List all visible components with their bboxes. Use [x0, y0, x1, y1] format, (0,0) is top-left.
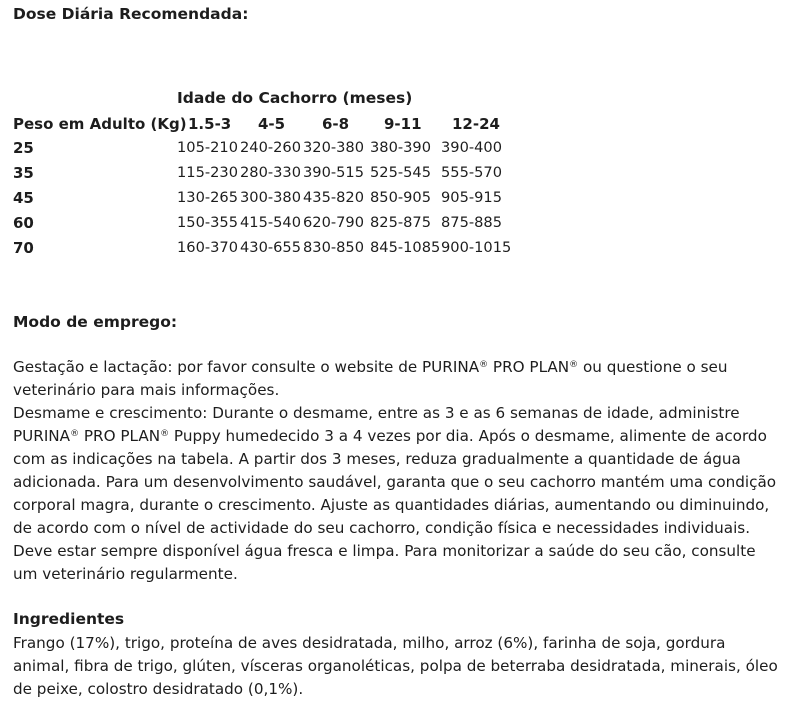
table-row — [0, 164, 800, 188]
value-cell: 390-400 — [441, 139, 502, 156]
value-cell: 620-790 — [303, 214, 364, 231]
registered-mark: ® — [569, 360, 579, 370]
weight-cell: 70 — [13, 239, 34, 257]
value-cell: 150-355 — [177, 214, 238, 231]
usage-title: Modo de emprego: — [13, 313, 178, 331]
value-cell: 105-210 — [177, 139, 238, 156]
value-cell: 115-230 — [177, 164, 238, 181]
value-cell: 240-260 — [240, 139, 301, 156]
value-cell: 320-380 — [303, 139, 364, 156]
age-column-header: 9-11 — [384, 115, 422, 133]
value-cell: 280-330 — [240, 164, 301, 181]
value-cell: 830-850 — [303, 239, 364, 256]
value-cell: 380-390 — [370, 139, 431, 156]
age-column-header: 6-8 — [322, 115, 350, 133]
registered-mark: ® — [160, 429, 170, 439]
ingredients-text: Frango (17%), trigo, proteína de aves desidratada, milho, arroz (6%), farinha de soja, gordura animal, fibra de trigo, glúten, vísceras organoléticas, polpa de beterraba desidratada, minerais, óleo de peixe, colostro desidratado (0,1%). — [13, 634, 778, 698]
value-cell: 390-515 — [303, 164, 364, 181]
table-row — [0, 239, 800, 263]
age-column-header: 4-5 — [258, 115, 286, 133]
weight-cell: 45 — [13, 189, 34, 207]
value-cell: 160-370 — [177, 239, 238, 256]
table-row — [0, 214, 800, 238]
value-cell: 900-1015 — [441, 239, 512, 256]
value-cell: 845-1085 — [370, 239, 441, 256]
value-cell: 825-875 — [370, 214, 431, 231]
registered-mark: ® — [479, 360, 489, 370]
usage-paragraph-weaning: Desmame e crescimento: Durante o desmame, entre as 3 e as 6 semanas de idade, administre PURINA® PRO PLAN® Puppy humedecido 3 a 4 vezes por dia. Após o desmame, alimente de acordo com as indicações na tabela. A partir dos 3 meses, reduza gradualmente a quantidade de água adicionada. Para um desenvolvimento saudável, garanta que o seu cachorro mantém uma condição corporal magra, durante o crescimento. Ajuste as quantidades diárias, aumentando ou diminuindo, de acordo com o nível de actividade do seu cachorro, condição física e necessidades individuais. Deve estar sempre disponível água fresca e limpa. Para monitorizar a saúde do seu cão, consulte um veterinário regularmente. — [13, 404, 777, 583]
value-cell: 875-885 — [441, 214, 502, 231]
value-cell: 130-265 — [177, 189, 238, 206]
value-cell: 555-570 — [441, 164, 502, 181]
weight-cell: 35 — [13, 164, 34, 182]
weight-cell: 60 — [13, 214, 34, 232]
usage-paragraph-gestation: Gestação e lactação: por favor consulte o website de PURINA® PRO PLAN® ou questione o seu veterinário para mais informações. — [13, 358, 728, 399]
table-row — [0, 139, 800, 163]
age-column-header: 1.5-3 — [188, 115, 232, 133]
value-cell: 905-915 — [441, 189, 502, 206]
value-cell: 300-380 — [240, 189, 301, 206]
age-header: Idade do Cachorro (meses) — [177, 89, 413, 107]
weight-header: Peso em Adulto (Kg) — [13, 115, 187, 133]
value-cell: 430-655 — [240, 239, 301, 256]
ingredients-title: Ingredientes — [13, 610, 125, 628]
value-cell: 415-540 — [240, 214, 301, 231]
weight-cell: 25 — [13, 139, 34, 157]
age-column-header: 12-24 — [452, 115, 500, 133]
value-cell: 435-820 — [303, 189, 364, 206]
table-row — [0, 189, 800, 213]
value-cell: 850-905 — [370, 189, 431, 206]
value-cell: 525-545 — [370, 164, 431, 181]
registered-mark: ® — [70, 429, 80, 439]
dose-title: Dose Diária Recomendada: — [13, 5, 249, 23]
